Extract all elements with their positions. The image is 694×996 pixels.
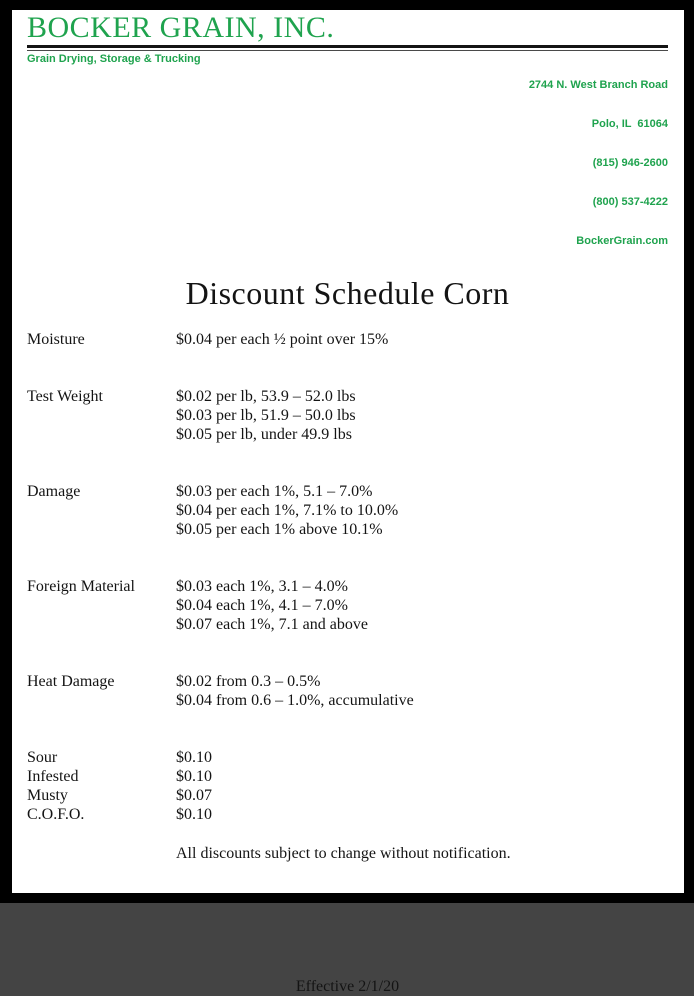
section-lines: [176, 387, 668, 444]
discount-schedule: [27, 330, 668, 996]
discount-line: $0.05 per lb, under 49.9 lbs: [176, 426, 352, 443]
page-content: [12, 10, 684, 996]
section-label: Foreign Material: [27, 578, 135, 595]
section-foreign-material: [27, 577, 668, 634]
discount-value: $0.10: [176, 806, 212, 823]
discount-line: $0.03 per each 1%, 5.1 – 7.0%: [176, 483, 373, 500]
discount-label: C.O.F.O.: [27, 806, 85, 823]
section-lines: [176, 577, 668, 634]
note-spacer: [27, 844, 176, 863]
discount-value: $0.10: [176, 768, 212, 785]
address-line: 2744 N. West Branch Road: [528, 79, 668, 91]
flat-discount-row-infested: [27, 767, 668, 786]
flat-discount-row-cofo: [27, 805, 668, 824]
section-label: Damage: [27, 483, 81, 500]
discount-line: $0.03 per lb, 51.9 – 50.0 lbs: [176, 407, 356, 424]
company-tagline: Grain Drying, Storage & Trucking: [27, 53, 201, 65]
discount-label: Musty: [27, 787, 68, 804]
letterhead-info-row: [27, 53, 668, 274]
discount-line: $0.04 each 1%, 4.1 – 7.0%: [176, 597, 348, 614]
disclaimer-note: All discounts subject to change without notification.: [176, 845, 511, 862]
discount-value: $0.07: [176, 787, 212, 804]
contact-block: [529, 53, 668, 274]
discount-line: $0.07 each 1%, 7.1 and above: [176, 616, 368, 633]
discount-line: $0.04 per each 1%, 7.1% to 10.0%: [176, 502, 399, 519]
section-label: Heat Damage: [27, 673, 115, 690]
website-line: BockerGrain.com: [576, 235, 668, 247]
letterhead: [27, 10, 668, 274]
discount-line: $0.04 from 0.6 – 1.0%, accumulative: [176, 692, 414, 709]
section-moisture: [27, 330, 668, 349]
section-lines: [176, 672, 668, 710]
header-divider-rule: [27, 45, 668, 51]
discount-line: $0.04 per each ½ point over 15%: [176, 331, 389, 348]
effective-date: Effective 2/1/20: [295, 978, 400, 995]
flat-discount-row-musty: [27, 786, 668, 805]
phone-line: (815) 946-2600: [592, 157, 668, 169]
address-line: Polo, IL 61064: [591, 118, 668, 130]
discount-label: Sour: [27, 749, 58, 766]
flat-discount-row-sour: [27, 748, 668, 767]
section-lines: [176, 330, 668, 349]
note-row: [27, 844, 668, 863]
section-damage: [27, 482, 668, 539]
section-heat-damage: [27, 672, 668, 710]
discount-line: $0.05 per each 1% above 10.1%: [176, 521, 383, 538]
document-title: Discount Schedule Corn: [185, 275, 510, 311]
discount-line: $0.02 from 0.3 – 0.5%: [176, 673, 321, 690]
flat-discount-group: [27, 748, 668, 824]
company-name: BOCKER GRAIN, INC.: [27, 11, 335, 44]
section-label: Test Weight: [27, 388, 103, 405]
discount-line: $0.03 each 1%, 3.1 – 4.0%: [176, 578, 348, 595]
discount-value: $0.10: [176, 749, 212, 766]
section-lines: [176, 482, 668, 539]
section-label: Moisture: [27, 331, 85, 348]
section-test-weight: [27, 387, 668, 444]
phone-line: (800) 537-4222: [592, 196, 668, 208]
discount-line: $0.02 per lb, 53.9 – 52.0 lbs: [176, 388, 356, 405]
discount-label: Infested: [27, 768, 79, 785]
